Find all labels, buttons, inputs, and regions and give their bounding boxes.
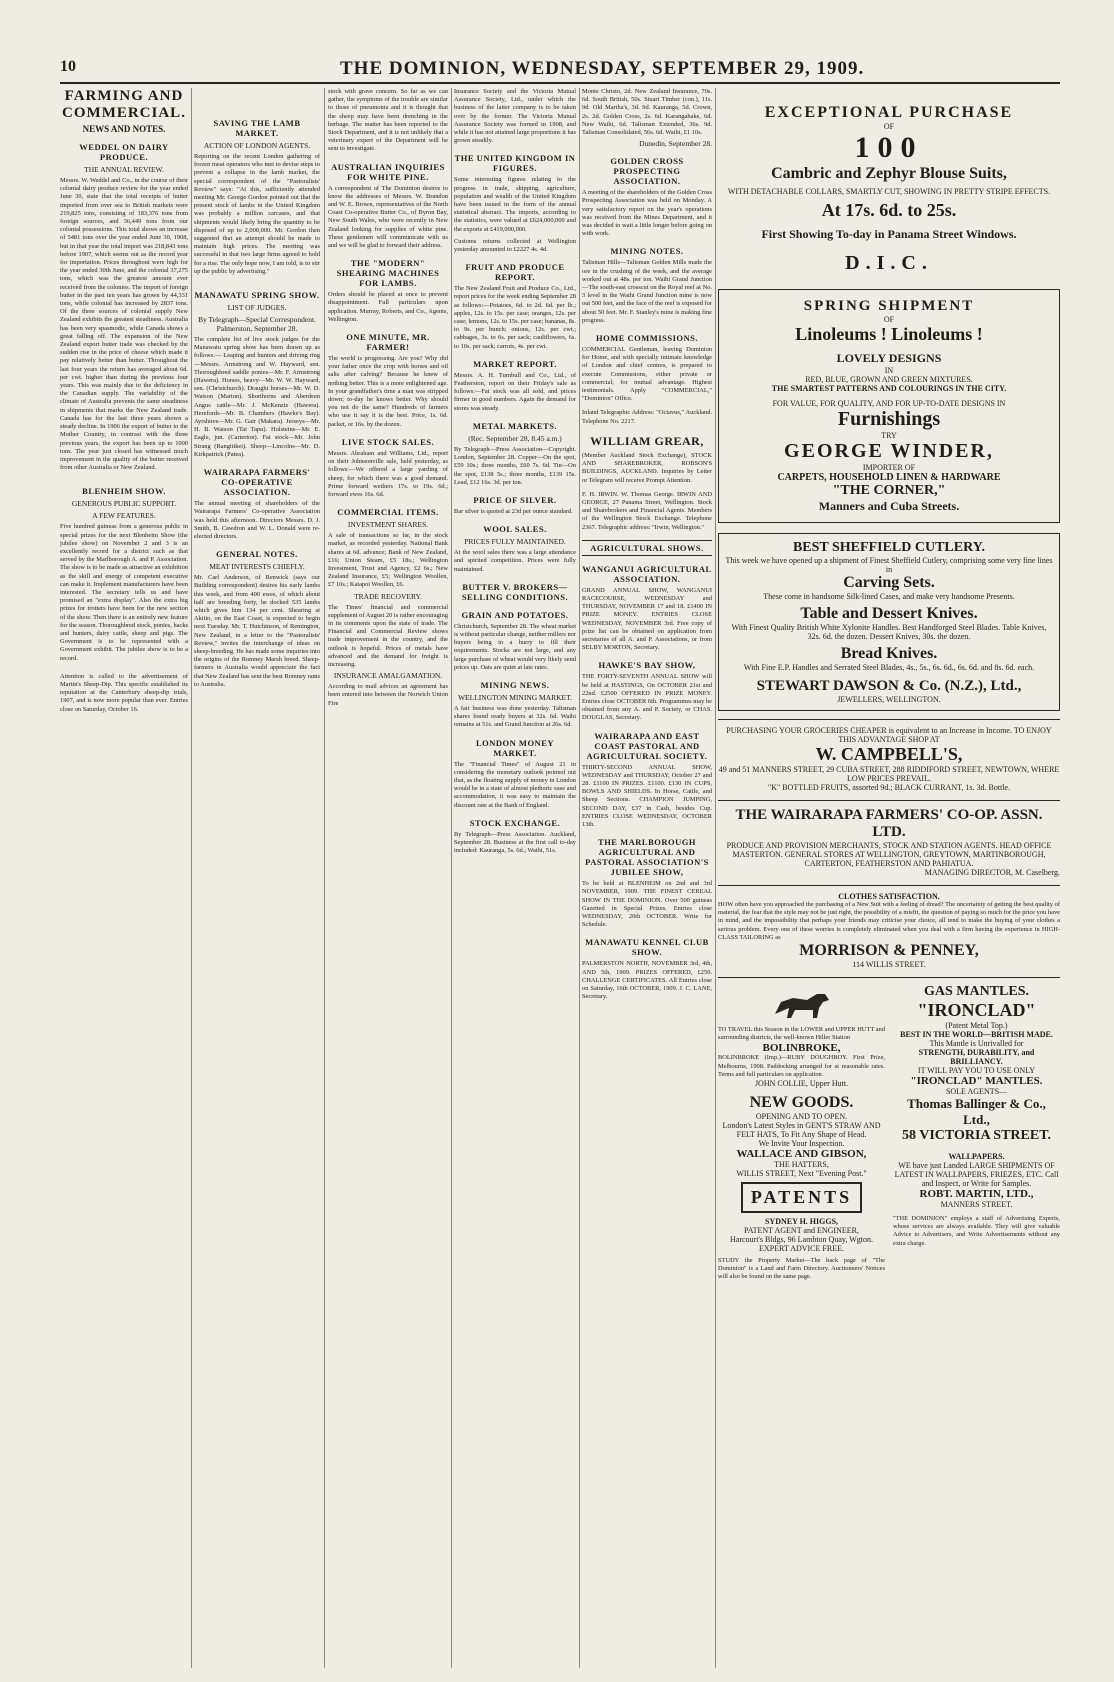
right-adverts [893, 984, 1060, 1282]
advert-heading: WANGANUI AGRICULTURAL ASSOCIATION. [582, 563, 712, 584]
advert-text: TRY [881, 431, 897, 440]
article-heading: STOCK EXCHANGE. [469, 817, 561, 828]
article-subheading: THE ANNUAL REVIEW. [84, 165, 164, 174]
article-body: THIRTY-SECOND ANNUAL SHOW, WEDNESDAY and THURSDAY, October 27 and 28. £1100 IN PRIZES. £1100. £130 IN CUPS, BOWLS AND SHIELDS. In Horse, Cattle, and Sheep Sections. CHAMPION JUMPING, SECOND DAY, £37 in Cash, besides Cup. ENTRIES CLOSE WEDNESDAY, OCTOBER 13th. [582, 763, 712, 828]
advert-heading: MANAWATU KENNEL CLUB SHOW. [585, 937, 709, 958]
article-body: THE FORTY-SEVENTH ANNUAL SHOW will be held at HASTINGS, On OCTOBER 21st and 22nd. £2500 OFFERED IN PRIZE MONEY. Entries close OCTOBER 6th. Programmes may be obtained from any A. and P. Society, or CHAS. DOUGLAS, Secretary. [582, 673, 712, 722]
advert-text: IT WILL PAY YOU TO USE ONLY [917, 1066, 1036, 1076]
article-body: The annual meeting of shareholders of the Wairarapa Farmers' Co-operative Association was held this afternoon. Directors Messrs. D. J. Smith, B. Cawdron and W. L. Donald were re-elected directors. [194, 500, 320, 540]
dic-advert [718, 104, 1060, 275]
column-rule [191, 88, 192, 1668]
newspaper-title: THE DOMINION, WEDNESDAY, SEPTEMBER 29, 1909. [340, 58, 865, 79]
article-body: (Member Auckland Stock Exchange), STOCK AND SHAREBROKER, ROBSON'S BUILDINGS, AUCKLAND. Inquiries by Letter or Telegram will receive Prompt Attention. [582, 451, 712, 484]
advert-text: "THE CORNER," [832, 483, 946, 498]
article-heading: SAVING THE LAMB MARKET. [213, 118, 301, 138]
article-body: Inland Telegraphic Address: "Octavus," Auckland. Telephone No. 2217. [582, 409, 712, 425]
article-subheading: ACTION OF LONDON AGENTS. [203, 141, 311, 150]
bottom-adverts [718, 977, 1060, 1282]
article-heading: METAL MARKETS. [472, 420, 558, 431]
article-body: A meeting of the shareholders of the Golden Cross Prospecting Association was held on Monday. A very satisfactory report on the year's operations was received from the Mines Department, and it was decided to wait a little longer before going on with work. [582, 189, 712, 238]
article-heading: MINING NEWS. [480, 679, 550, 690]
article-body: Mr. Carl Anderson, of Renwick (says our Building correspondent) desires his early lambs this week, and from 400 ewes, of which about half are breeding forty, he docked 535 lambs which gives him 134 per cent. Shearing at Akitio, on the East Coast, is expected to begin next Tuesday. Mr. T. Hutchinson, of Remington, New Zealand, in a letter to the "Pastoralists' Review," invites the interchange of ideas on sheep-breeding. He has made some inquiries into the origins of the Romney Marsh breed. Sheep-farmers in Australia would appreciate the fact that New Zealand has sent the best Romney rams to Australia. [194, 574, 320, 688]
column-4 [454, 88, 576, 1668]
article-heading: AUSTRALIAN INQUIRIES FOR WHITE PINE. [331, 161, 445, 182]
article-subheading: PRICES FULLY MAINTAINED. [464, 537, 566, 547]
advert-heading: MORRISON & PENNEY, [799, 942, 979, 960]
article-heading: GOLDEN CROSS PROSPECTING ASSOCIATION. [610, 156, 684, 187]
article-heading: PRICE OF SILVER. [473, 494, 557, 505]
article-body: stock with grave concern. So far as we can gather, the symptoms of the trouble are similar to those of pneumonia and it is thought that the sheep may have been drenching in the herbage. The matter has been reported to the Stock Department, and it is not unlikely that a veterinary expert of the Department will be sent to investigate. [328, 88, 448, 153]
article-subheading: GENEROUS PUBLIC SUPPORT. [71, 499, 177, 509]
column-rule [579, 88, 580, 1668]
advert-text: "THE DOMINION" employs a staff of Advertising Experts, whose services are always available. They will give valuable Advice to Advertisers, and Write Advertisements without any extra charge. [893, 1215, 1060, 1247]
advert-text: HOW often have you approached the purchasing of a New Suit with a feeling of dread? The uncertainty of getting the best quality of material, the fear that the style may not be just right, the possibility of a misfit, the question of paying so much for the price you have in mind, and the impossibility that perhaps your friends may criticise your choice, all tend to make the buying of your clothes a serious problem. Every one of these worries is completely eliminated when you deal with a firm having the experience in HIGH-CLASS TAILORING as [718, 901, 1060, 941]
article-heading: MANAWATU SPRING SHOW. [194, 290, 320, 301]
advert-heading: WALLPAPERS. [948, 1152, 1005, 1162]
advert-heading: CLOTHES SATISFACTION. [838, 892, 940, 901]
article-heading: GENERAL NOTES. [216, 549, 298, 560]
article-body: To be held at BLENHEIM on 2nd and 3rd NOVEMBER, 1909. THE FINEST CEREAL SHOW IN THE DOMINION. Over 500 guineas Gazetted in Special Prizes. Entries close WEDNESDAY, 20th OCTOBER. Write for Schedule. [582, 880, 712, 929]
advert-text: SOLE AGENTS— [945, 1087, 1008, 1097]
advert-heading: GEORGE WINDER, [784, 440, 994, 462]
article-body: Messrs. A. H. Turnbull and Co., Ltd., of Featherston, report on their Friday's sale as follows:—Fat stock was all sold, and prices firmer in good numbers. Again the demand for stores was steady. [454, 371, 576, 412]
advert-heading: Table and Dessert Knives. [800, 605, 978, 622]
column-5 [582, 88, 712, 1668]
article-body: Five hundred guineas from a generous public in special prizes for the next Blenheim Show (the jubilee show) on November 2 and 3 is an excellently record for a district such as that served by the Marlborough A. and P. Association. The show is to be made as attractive an exhibition as the skill and energy of competent executive can make it. Implement manufacturers have been interested. The secretary tells us and have promised an "extra display". Also the extra big prizes for trotters have been for the new section of the show. Then there is an entirely new feature for the season. Thoroughbred stock, ponies, hacks and hunters, dairy cattle, sheep and pigs. The Government is to be represented with a Government exhibit. The jubilee show is to be a record. [60, 523, 188, 662]
advert-heading: W. CAMPBELL'S, [815, 744, 963, 764]
advert-text: STRENGTH, DURABILITY, and BRILLIANCY. [918, 1048, 1035, 1067]
article-heading: FRUIT AND PRODUCE REPORT. [465, 262, 565, 283]
advert-text: This Mantle is Unrivalled for [929, 1039, 1024, 1049]
advert-heading: THE WAIRARAPA FARMERS' CO-OP. ASSN. LTD. [735, 807, 1043, 840]
article-body: The New Zealand Fruit and Produce Co., Ltd., report prices for the week ending September 28 as follows:—Potatoes, 6d. to 2d. 6d. per lb.; apples, 12s. to 15s. per case; oranges, 12s. per case; lemons, 12s. to 15s. per case; bananas, 8s. to 9s. per bunch; onions, 12s. per cwt.; cabbages, 3s. to 6s. per sack; cauliflowers, 6s. to 10s. per sack; carrots, 4s. per cwt. [454, 285, 576, 350]
advert-text: JEWELLERS, WELLINGTON. [837, 695, 941, 704]
advert-heading: Linoleums ! Linoleums ! [795, 324, 983, 344]
column-3 [328, 88, 448, 1668]
advert-text: EXPERT ADVICE FREE. [759, 1244, 844, 1254]
advert-heading: WAIRARAPA AND EAST COAST PASTORAL AND AGRICULTURAL SOCIETY. [586, 730, 708, 761]
article-body: Christchurch, September 28. The wheat market is without particular change, neither millers nor buyers being in a hurry to fill their requirements. Stocks are not large, and any large purchase of wheat would very likely send prices up. Oats are quiet at late rates. [454, 622, 576, 671]
article-body: A correspondent of The Dominion desires to know the addresses of Messrs. W. Brandon and W. E. Brown, representatives of the North Coast Co-operative Butter Co., of Byron Bay, New South Wales, who were recently in New Zealand looking for supplies of white pine. These gentlemen will communicate with us and we will be glad to forward their address. [328, 184, 448, 250]
advert-text: IMPORTER OF [862, 463, 916, 472]
article-heading: MINING NOTES. [610, 246, 684, 257]
campbell-advert [718, 719, 1060, 792]
article-body: Attention is called to the advertisement of Martin's Sheep-Dip. This specific established its reputation at the Canterbury sheep-dip trials, 1907, and is now more popular than ever. Entries close on Saturday, October 16. [60, 672, 188, 713]
article-subheading: (Rec. September 28, 8.45 a.m.) [468, 433, 562, 443]
winder-advert [718, 289, 1060, 523]
article-body: Some interesting figures relating to the progress in trade, shipping, agriculture, population and wealth of the United Kingdom have been issued in the form of the annual statistical abstract. The imports, according to the statistics, were valued at £624,000,000 and the exports at £419,000,000. [454, 176, 576, 233]
article-body: Talisman Hills—Talisman Golden Mills made the ore in the crushing of the week, and the average worked out at 48s. per ton. Waihi Grand Junction—The south-east crosscut on the Royal reef at No. 3 level in the Waihi Grand Junction mine is now out 500 feet, and the face of the reef is exposed for about 50 feet. Mr. F. Stanley's mine is making fine progress. [582, 259, 712, 324]
advert-text: THE HATTERS, [774, 1160, 829, 1170]
section-subtitle: NEWS AND NOTES. [82, 124, 166, 134]
article-heading: BLENHEIM SHOW. [82, 486, 166, 497]
advert-text: WE have just Landed LARGE SHIPMENTS OF LATEST IN WALLPAPERS, FRIEZES, ETC. Call and Inspect, or Write for Samples. [894, 1161, 1059, 1189]
article-subheading: MEAT INTERESTS CHIEFLY. [209, 562, 305, 572]
article-heading: LONDON MONEY MARKET. [475, 737, 554, 758]
section-title: FARMING AND COMMERCIAL. [62, 88, 186, 121]
advert-text: PRODUCE AND PROVISION MERCHANTS, STOCK AND STATION AGENTS. HEAD OFFICE MASTERTON. GENERAL STORES AT WELLINGTON, GREYTOWN, MARTINBOROUGH, CARTERTON, FEATHERSTON AND PAHIATUA. [726, 841, 1052, 868]
advert-heading: BOLINBROKE, [762, 1042, 841, 1055]
advert-heading: EXCEPTIONAL PURCHASE [764, 104, 1014, 121]
advert-text: First Showing To-day in Panama Street Windows. [761, 227, 1017, 241]
article-body: Insurance Society and the Victoria Mutual Assurance Society, Ltd., under which the business of the latter company is to be taken over by the former. The Victoria Mutual Assurance Society was formed in 1908, and while it has not attained large proportions it has grown steadily. [454, 88, 576, 145]
article-body: PALMERSTON NORTH, NOVEMBER 3rd, 4th, AND 5th, 1909. PRIZES OFFERED, £250. CHALLENGE CERTIFICATES. All Entries close on Saturday, 16th OCTOBER, 1909. J. C. LANE, Secretary. [582, 960, 712, 1001]
advert-heading: STEWART DAWSON & Co. (N.Z.), Ltd., [756, 678, 1022, 694]
article-body: The "Financial Times" of August 21 in considering the monetary outlook pointed out that, as the floating supply of money in London would be in a state of almost plethoric ease and accommodation, it was easy to maintain the discount rate at the Bank of England. [454, 760, 576, 809]
article-heading: WOOL SALES. [483, 524, 547, 535]
article-body: Bar silver is quoted at 23d per ounce standard. [454, 507, 573, 515]
article-body: A fair business was done yesterday. Talisman shares found ready buyers at 32s. 6d. Waihi remains at 51s. and Grand Junction at 26s. 6d. [454, 704, 576, 729]
advert-heading: "IRONCLAD" [917, 1000, 1036, 1021]
article-subheading: TRADE RECOVERY. [354, 591, 422, 601]
article-body: Monte Christo, 2d. New Zealand Insurance, 70s. 6d. South British, 50s. Stuart Timber (con.), 11s. 9d. Old Martha's, 3d. 9d. Kauranga, 5d. Crown, 2s. 2d. Golden Cross, 2s. 6d. Karangahake, 6d. New Waihi, 6d. Talisman Extended, 36s. 9d. Talisman Consolidated, 56s. 6d. Waihi, £1 10s. [582, 88, 712, 137]
advert-text: With Fine E.P. Handles and Serrated Steel Blades, 4s., 5s., 6s. 6d., 6s. 6d. and 8s. 6d. each. [743, 663, 1035, 672]
advert-heading: WILLIAM GREAR, [590, 433, 704, 448]
column-6-adverts [718, 88, 1060, 1668]
article-subheading: INSURANCE AMALGAMATION. [333, 671, 443, 681]
advert-text: With Finest Quality British White Xylonite Handles. Best Handforged Steel Blades. Table Knives, 32s. 6d. the dozen. Dessert Knives, 30s. the dozen. [731, 623, 1047, 641]
newspaper-page [60, 88, 1060, 1668]
advert-text: PURCHASING YOUR GROCERIES CHEAPER is equivalent to an Increase in Income. TO ENJOY THIS ADVANTAGE SHOP AT [726, 726, 1052, 744]
advert-text: 49 and 51 MANNERS STREET, 29 CUBA STREET, 288 RIDDIFORD STREET, NEWTOWN, WHERE LOW PRICES PREVAIL. [718, 765, 1060, 783]
article-body: By Telegraph—Press Association—Copyright. London, September 28. Copper—On the spot, £59 10s.; three months, £60 7s. 6d. Tin—On the spot, £138 5s.; three months, £139 15s. Lead, £12 16s. 3d. per ton. [454, 445, 576, 486]
advert-text: THE SMARTEST PATTERNS AND COLOURINGS IN THE CITY. [771, 384, 1007, 393]
advert-heading: "IRONCLAD" MANTLES. [910, 1075, 1043, 1088]
advert-text: MANAGING DIRECTOR, M. Caselberg. [924, 868, 1060, 877]
column-rule [324, 88, 325, 1668]
article-heading: ONE MINUTE, MR. FARMER! [346, 332, 430, 353]
article-body: By Telegraph—Press Association. Auckland, September 28. Business at the first call to-day included: Kauranga, 5s. 6d.; Waihi, 51s. [454, 830, 576, 855]
article-body: Orders should be placed at once to prevent disappointment. Full particulars upon application. Murray, Roberts, and Co., Agents, Wellington. [328, 291, 448, 323]
dateline: Dunedin, September 28. [639, 139, 712, 149]
advert-heading: 58 VICTORIA STREET. [902, 1128, 1051, 1144]
advert-heading: GAS MANTLES. [923, 984, 1030, 1000]
advert-text: "K" BOTTLED FRUITS, assorted 9d.; BLACK CURRANT, 1s. 3d. Bottle. [767, 783, 1011, 792]
advert-text: WILLIS STREET, Next "Evening Post." [736, 1169, 867, 1179]
article-subheading: LIST OF JUDGES. [227, 303, 287, 313]
article-heading: WEDDEL ON DAIRY PRODUCE. [79, 142, 169, 162]
advert-text: STUDY the Property Market—The back page of "The Dominion" is a Land and Farm Directory. Auctioneers' Notices will also be found on the same page. [718, 1257, 885, 1281]
article-body: The Times' financial and commercial supplement of August 20 is rather encouraging in its comments upon the state of trade. The Financial and Commercial Review shows trade improvement in the country, and the outlook is hopeful. Prices of metals have advanced and the demand for freight is increasing. [328, 603, 448, 668]
article-body: GRAND ANNUAL SHOW, WANGANUI RACECOURSE, WEDNESDAY and THURSDAY, NOVEMBER 17 and 18. £1400 IN PRIZE MONEY. ENTRIES CLOSE WEDNESDAY, NOVEMBER 3rd. Free copy of prize list can be obtained on application from secretaries of all A. and P. Associations, or from SELBY MORTON, Secretary. [582, 586, 712, 652]
advert-text: IN [884, 366, 894, 375]
article-subheading: WELLINGTON MINING MARKET. [457, 692, 573, 702]
article-body: Messrs. Abraham and Williams, Ltd., report on their Johnsonville sale, held yesterday, as follows:—We offered a large yarding of sheep, for which there was a good demand. Prime forward wethers 17s. to 19s. 6d.; forward ewes 16s. 6d. [328, 449, 448, 498]
advert-text: PATENT AGENT and ENGINEER, [744, 1226, 859, 1236]
advert-heading: THE MARLBOROUGH AGRICULTURAL AND PASTORAL ASSOCIATION'S JUBILEE SHOW, [585, 837, 709, 878]
advert-text: LOVELY DESIGNS [836, 351, 942, 365]
advert-text: OPENING AND TO OPEN. [755, 1112, 848, 1122]
advert-text: (Patent Metal Top.) [945, 1021, 1008, 1031]
article-body: At the wool sales there was a large attendance and spirited competition. Prices were fully maintained. [454, 549, 576, 573]
morrison-advert [718, 885, 1060, 969]
article-body: Customs returns collected at Wellington yesterday amounted to £2227 4s. 4d. [454, 237, 576, 254]
advert-text: We Invite Your Inspection. [758, 1139, 845, 1149]
masthead [60, 58, 1060, 84]
article-body: According to mail advices an agreement has been entered into between the Norwich Union Fire [328, 683, 448, 707]
advert-heading: ROBT. MARTIN, LTD., [919, 1188, 1034, 1201]
article-subheading: INVESTMENT SHARES. [347, 520, 429, 530]
advert-heading: SPRING SHIPMENT [803, 298, 975, 314]
article-body: A sale of transactions so far, in the stock market, as recorded yesterday. National Bank shares at 6d. advance; Bank of New Zealand, £16; Union Steam, £5 18s.; Wellington Investment, Trust and Agency, £2 6s.; New Zealand Insurance, £5; Wellington Woollen, £7 10s.; Kaiapoi Woollen, £6. [328, 532, 448, 589]
article-heading: MARKET REPORT. [473, 358, 557, 369]
advert-text: Manners and Cuba Streets. [818, 499, 960, 513]
column-rule [451, 88, 452, 1668]
column-2 [194, 88, 320, 1668]
advert-text: RED, BLUE, GROWN AND GREEN MIXTURES. [805, 375, 973, 384]
dateline: By Telegraph—Special Correspondent. Palmerston, September 28. [198, 315, 316, 334]
advert-text: MANNERS STREET. [940, 1200, 1013, 1210]
article-body: COMMERCIAL Gentleman, leaving Dominion for Home, and with specially intimate knowledge of London and chief centres, is prepared to execute Commissions, either private or commercial; for mutual advantage. Highest testimonials. Apply "COMMERCIAL," "Dominion" Office. [582, 346, 712, 403]
advert-text: SYDNEY H. HIGGS, [764, 1217, 839, 1227]
section-heading: AGRICULTURAL SHOWS. [582, 540, 712, 556]
advert-price: At 17s. 6d. to 25s. [821, 200, 957, 220]
advert-heading: Bread Knives. [840, 645, 938, 662]
advert-heading: Carving Sets. [843, 574, 935, 591]
article-heading: LIVE STOCK SALES. [341, 436, 435, 447]
article-heading: COMMERCIAL ITEMS. [337, 507, 439, 518]
advert-text: BOLINBROKE (Imp.)—RUBY DOUGHBOY. First Prize, Melbourne, 1908. Paddocking arranged for at reasonable rates. Terms and full particulars on application. [718, 1054, 885, 1078]
left-adverts [718, 984, 885, 1282]
article-body: The world is progressing. Are you? Why did your father once the crop with horses and oil salts after calving? Because he knew of nothing better. This is a more enlightened age. In your grandfather's time a man was stripped down; to-day he knows better. Why should you not do the same? Hundreds of farmers who use it say it is the best. Price, 1s. 6d. packet, or 16s. by the dozen. [328, 355, 448, 428]
advert-text: These come in handsome Silk-lined Cases, and make very handsome Presents. [763, 592, 1015, 601]
dic-logo: D.I.C. [845, 252, 933, 274]
patents-logo: PATENTS [741, 1182, 862, 1213]
advert-number: 100 [854, 131, 924, 164]
column-1 [60, 88, 188, 1668]
advert-heading: NEW GOODS. [749, 1094, 854, 1112]
article-heading: GRAIN AND POTATOES. [461, 609, 569, 620]
article-body: F. H. IRWIN. W. Thomas George. IRWIN AND GEORGE, 27 Panama Street, Wellington. Stock and Sharebrokers and Financial Agents. Members of the Wellington Stock Exchange. Telephone 2367. Telegraphic address: "Irwin, Wellington." [582, 490, 712, 531]
article-body: The complete list of live stock judges for the Manawatu spring show has been drawn up as follows:— Leaping and hunters and driving ring—Messrs. Armstrong and W. Hayward, sen. Thoroughbred saddle ponies—Mr. F. Armstrong (Hawera). Horses, heavy—Mr. W. W. Hayward, sen. (Christchurch). Draught horses—Mr. W. D. Watson (Marton). Shorthorns and Aberdeen Angus cattle—Mr. J. McKenzie (Hawera). Herefords—Mr. B. Chambers (Hawke's Bay). Ayrshires—Mr. G. Gair (Makara). Jerseys—Mr. H. B. Watson (Tai Tapu). Holsteins—Mr. E. Eagle, jun. (Carterton). Fat stock—Mr. John Strang (Rangitikei). Sheep—Lincolns—Mr. D. Kirkpatrick (Patea). [194, 336, 320, 458]
advert-text: 114 WILLIS STREET. [852, 960, 926, 970]
advert-text: London's Latest Styles in GENT'S STRAW AND FELT HATS, To Fit Any Shape of Head. [722, 1121, 881, 1140]
advert-text: OF [883, 122, 895, 131]
advert-text: CARPETS, HOUSEHOLD LINEN & HARDWARE [777, 472, 1001, 483]
advert-heading: BEST SHEFFIELD CUTLERY. [792, 540, 986, 555]
article-subheading: A FEW FEATURES. [92, 511, 156, 521]
advert-heading: Cambric and Zephyr Blouse Suits, [771, 165, 1007, 182]
advert-heading: WALLACE AND GIBSON, [736, 1148, 867, 1161]
advert-text: JOHN COLLIE, Upper Hutt. [754, 1079, 849, 1089]
wairarapa-coop-advert [718, 800, 1060, 877]
page-number: 10 [60, 58, 76, 75]
advert-heading: HAWKE'S BAY SHOW, [598, 660, 696, 671]
advert-heading: Furnishings [837, 408, 941, 430]
article-body: Messrs. W. Weddel and Co., in the course of their colonial dairy produce review for the year ended June 30, state that the total receipts of butter imported from over sea to British markets were 219,825 tons, consisting of 183,376 tons from foreign sources, and 36,449 tons from our colonial possessions. This total shows an increase of 5481 tons over the year ended June 30, 1908, but in that year the total import was 218,843 tons before 1907, which seems out as the record year for importation. Prices throughout were high for the year ended 30th June, and the colonial 37,275 tons, which was the greatest amount ever received from the colonies. The import of foreign butter in the past ten years has grown by 44,331 tons, while colonial has increased by 2837 tons. Of the three sources of colonial supply New Zealand exhibits the greatest steadiness. Australia has been very spasmodic, while Canada shows a great falling off. The expansion of the New Zealand export butter trade was checked by the sudden rise in the price of cheese which made it pay relatively better than butter. Throughout the last four years the return has averaged about 6d. per cwt. higher than during the previous four years. This was mainly due to the deficiency in the Canadian supply. The variability of the climate of Australia prevents the same steadiness in shipments that marks the New Zealand trade. Canada has for the last three years shown a steady decline. In 1906 the export of butter to the Mother Country, in contrast with the three previous years, the export has been up to 1000 tons. The year just closed has witnessed much improvement in the quality of the butter received from other Australia or New Zealand. [60, 177, 188, 472]
advert-text: Harcourt's Bldgs, 96 Lambton Quay, Wgton. [730, 1235, 873, 1245]
article-heading: HOME COMMISSIONS. [595, 333, 698, 344]
advert-text: This week we have opened up a shipment of Finest Sheffield Cutlery, comprising some very fine lines in [725, 556, 1053, 574]
advert-text: BEST IN THE WORLD—BRITISH MADE. [900, 1030, 1053, 1040]
horse-icon [767, 988, 837, 1022]
article-heading: THE "MODERN" SHEARING MACHINES FOR LAMBS. [336, 258, 440, 289]
article-body: Reporting on the recent London gathering of frozen meat operators who met to devise steps to prevent a collapse in the lamb market, the special correspondent of the "Pastoralists' Review" says: "At this, sufficiently attended meeting Mr. George Gordon pointed out that the present stock of lambs in the United Kingdom was probably a million carcases, and that shipments would likely bring the quantity to be disposed of up to 2,000,000. Mr. Gordon then suggested that an attempt should be made to maintain high prices. The meeting was successful in that two large firms agreed to hold for a rise. The only hope now, I am told, is to stir up the public by advertising." [194, 153, 320, 275]
sheffield-advert [718, 533, 1060, 711]
article-heading: THE UNITED KINGDOM IN FIGURES. [454, 153, 576, 174]
advert-heading: Thomas Ballinger & Co., Ltd., [907, 1096, 1046, 1128]
column-rule [715, 88, 716, 1668]
advert-text: FOR VALUE, FOR QUALITY, AND FOR UP-TO-DATE DESIGNS IN [772, 399, 1006, 408]
advert-text: OF [883, 315, 895, 324]
advert-text: WITH DETACHABLE COLLARS, SMARTLY CUT, SHOWING IN PRETTY STRIPE EFFECTS. [727, 187, 1051, 196]
advert-text: TO TRAVEL this Season in the LOWER and UPPER HUTT and surrounding districts, the well-known Hiller Station [718, 1026, 885, 1042]
article-heading: WAIRARAPA FARMERS' CO-OPERATIVE ASSOCIATION. [203, 467, 311, 498]
article-heading: BUTTER V. BROKERS—SELLING CONDITIONS. [461, 581, 569, 602]
